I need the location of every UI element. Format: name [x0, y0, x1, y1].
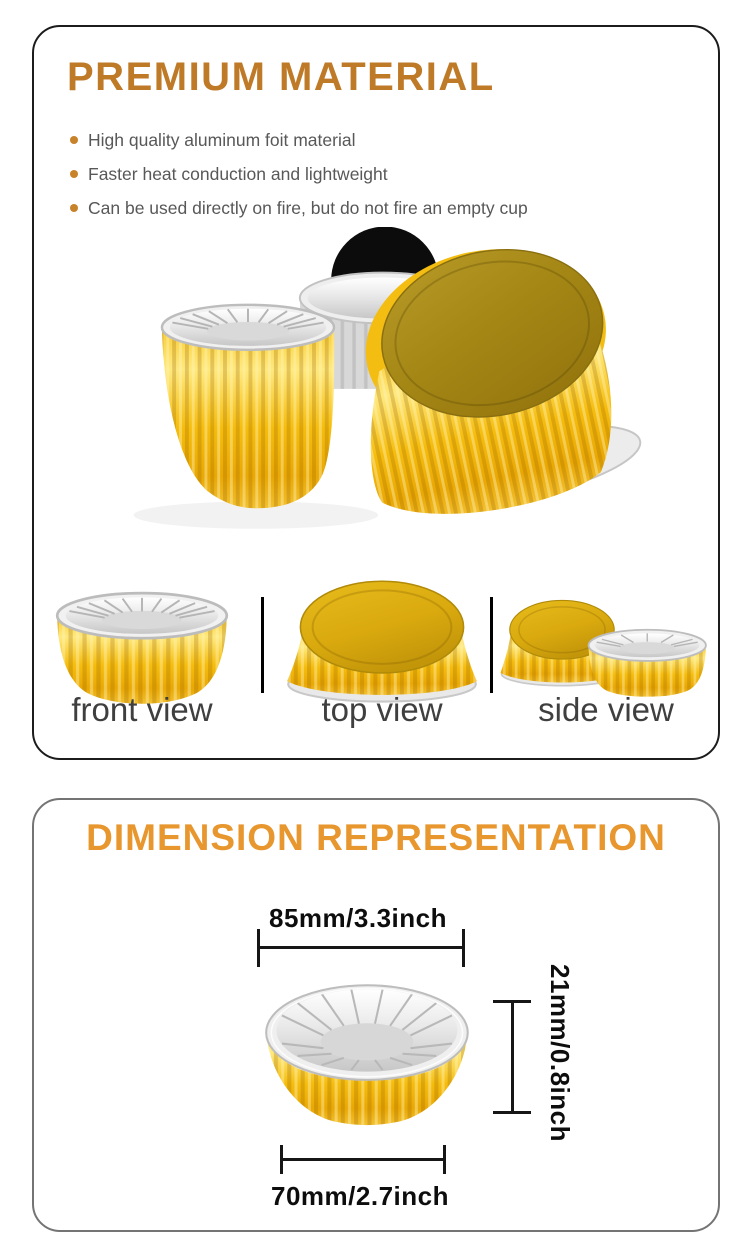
side-view-label: side view [538, 691, 674, 728]
side-view-image [496, 583, 716, 707]
front-view-figure [40, 567, 244, 737]
feature-item [70, 191, 528, 225]
dimension-title: DIMENSION REPRESENTATION [86, 817, 666, 858]
height-dimension-line [511, 1000, 514, 1114]
height-label: 21mm/0.8inch [545, 964, 575, 1142]
dimension-card [32, 798, 720, 1232]
side-view-figure [496, 567, 716, 737]
top-diameter-label: 85mm/3.3inch [269, 903, 447, 933]
top-diameter-line [257, 946, 465, 949]
dimension-product-photo [260, 976, 476, 1137]
dimension-tick [493, 1111, 531, 1114]
feature-text: Can be used directly on fire, but do not fire an empty cup [88, 198, 528, 218]
bullet-dot-icon [70, 136, 78, 144]
bottom-diameter-line [280, 1158, 446, 1161]
bullet-dot-icon [70, 170, 78, 178]
feature-item [70, 157, 528, 191]
dimension-product-image [260, 976, 476, 1132]
view-divider [490, 597, 493, 693]
top-view-label: top view [321, 691, 443, 728]
front-view-label: front view [71, 691, 213, 728]
top-view-figure [280, 567, 484, 737]
view-divider [261, 597, 264, 693]
premium-material-card [32, 25, 720, 760]
feature-text: High quality aluminum foit material [88, 130, 356, 150]
feature-item [70, 123, 528, 157]
bottom-diameter-label: 70mm/2.7inch [271, 1181, 449, 1211]
dimension-tick [493, 1000, 531, 1003]
hero-product-image [70, 227, 647, 545]
hero-product-photo [70, 227, 647, 545]
premium-title: PREMIUM MATERIAL [67, 55, 495, 99]
bullet-dot-icon [70, 204, 78, 212]
feature-list [70, 123, 528, 225]
feature-text: Faster heat conduction and lightweight [88, 164, 388, 184]
